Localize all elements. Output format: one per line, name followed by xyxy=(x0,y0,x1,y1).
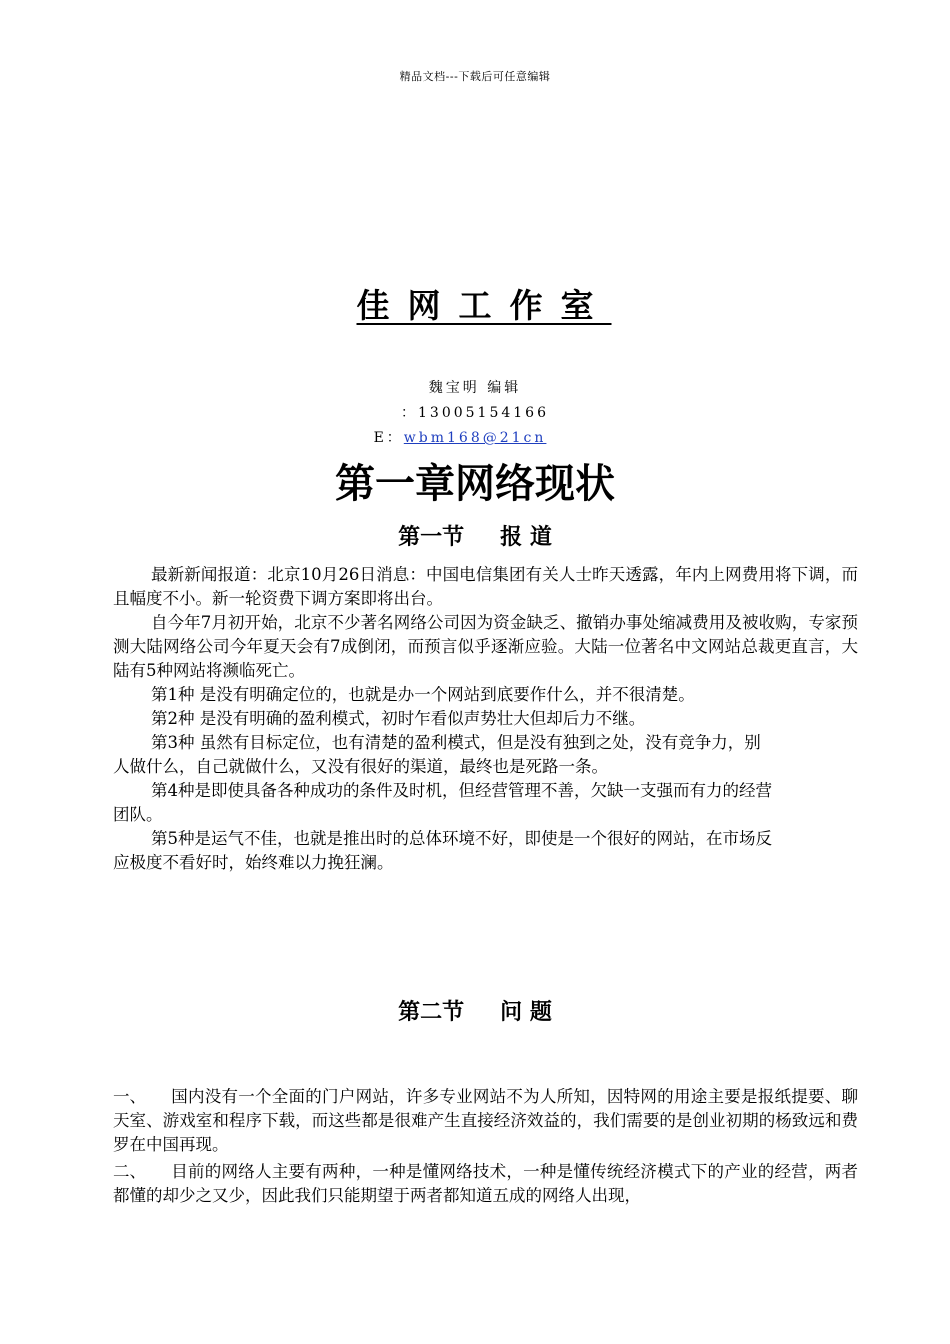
section-2-item-1 xyxy=(113,1085,858,1157)
list-item-number: 一、 xyxy=(113,1087,146,1106)
header-note: 精品文档---下载后可任意编辑 xyxy=(399,70,551,83)
paragraph: 最新新闻报道：北京10月26日消息：中国电信集团有关人士昨天透露，年内上网费用将下调，而且幅度不小。新一轮资费下调方案即将出台。 xyxy=(113,565,858,608)
chapter-title: 第一章网络现状 xyxy=(335,461,615,507)
section-title-2 xyxy=(0,995,950,1026)
paragraph: 第2种 是没有明确的盈利模式，初时乍看似声势壮大但却后力不继。 xyxy=(151,709,646,728)
studio-title-text: 佳网工作室 xyxy=(356,286,612,325)
list-item xyxy=(113,1085,858,1157)
section-1-number: 第一节 xyxy=(398,524,465,550)
section-2-name: 问 题 xyxy=(500,999,552,1025)
list-item xyxy=(113,1160,858,1208)
paragraph: 第3种 虽然有目标定位，也有清楚的盈利模式，但是没有独到之处，没有竞争力，别 xyxy=(151,733,761,752)
section-2-number: 第二节 xyxy=(398,999,465,1025)
paragraph: 第4种是即使具备各种成功的条件及时机，但经营管理不善，欠缺一支强而有力的经营 xyxy=(151,781,772,800)
paragraph: 第1种 是没有明确定位的，也就是办一个网站到底要作什么，并不很清楚。 xyxy=(151,685,695,704)
paragraph: 人做什么，自己就做什么，又没有很好的渠道，最终也是死路一条。 xyxy=(113,757,608,776)
paragraph: 自今年7月初开始，北京不少著名网络公司因为资金缺乏、撤销办事处缩减费用及被收购，专家预测大陆网络公司今年夏天会有7成倒闭，而预言似乎逐渐应验。大陆一位著名中文网站总裁更直言，大陆有5种网站将濒临死亡。 xyxy=(113,613,858,680)
paragraph: 应极度不看好时，始终难以力挽狂澜。 xyxy=(113,853,394,872)
list-item-number: 二、 xyxy=(113,1162,146,1181)
paragraph: 第5种是运气不佳，也就是推出时的总体环境不好，即使是一个很好的网站，在市场反 xyxy=(151,829,772,848)
paragraph: 团队。 xyxy=(113,805,163,824)
section-2-item-2 xyxy=(113,1160,858,1208)
list-item-text: 国内没有一个全面的门户网站，许多专业网站不为人所知，因特网的用途主要是报纸提要、聊天室、游戏室和程序下载，而这些都是很难产生直接经济效益的，我们需要的是创业初期的杨致远和费罗在中国再现。 xyxy=(113,1087,858,1154)
section-1-body xyxy=(113,563,858,875)
email-prefix: E： xyxy=(373,430,404,446)
email-link[interactable]: wbm168@21cn xyxy=(403,430,547,446)
editor-line: 魏宝明 编辑 xyxy=(428,380,522,396)
list-item-text: 目前的网络人主要有两种，一种是懂网络技术，一种是懂传统经济模式下的产业的经营，两者都懂的却少之又少，因此我们只能期望于两者都知道五成的网络人出现， xyxy=(113,1162,858,1205)
studio-title xyxy=(0,280,950,327)
email-line xyxy=(0,427,950,447)
section-title-1 xyxy=(0,520,950,551)
phone-line: ：13005154166 xyxy=(401,405,549,421)
section-1-name: 报 道 xyxy=(500,524,552,550)
